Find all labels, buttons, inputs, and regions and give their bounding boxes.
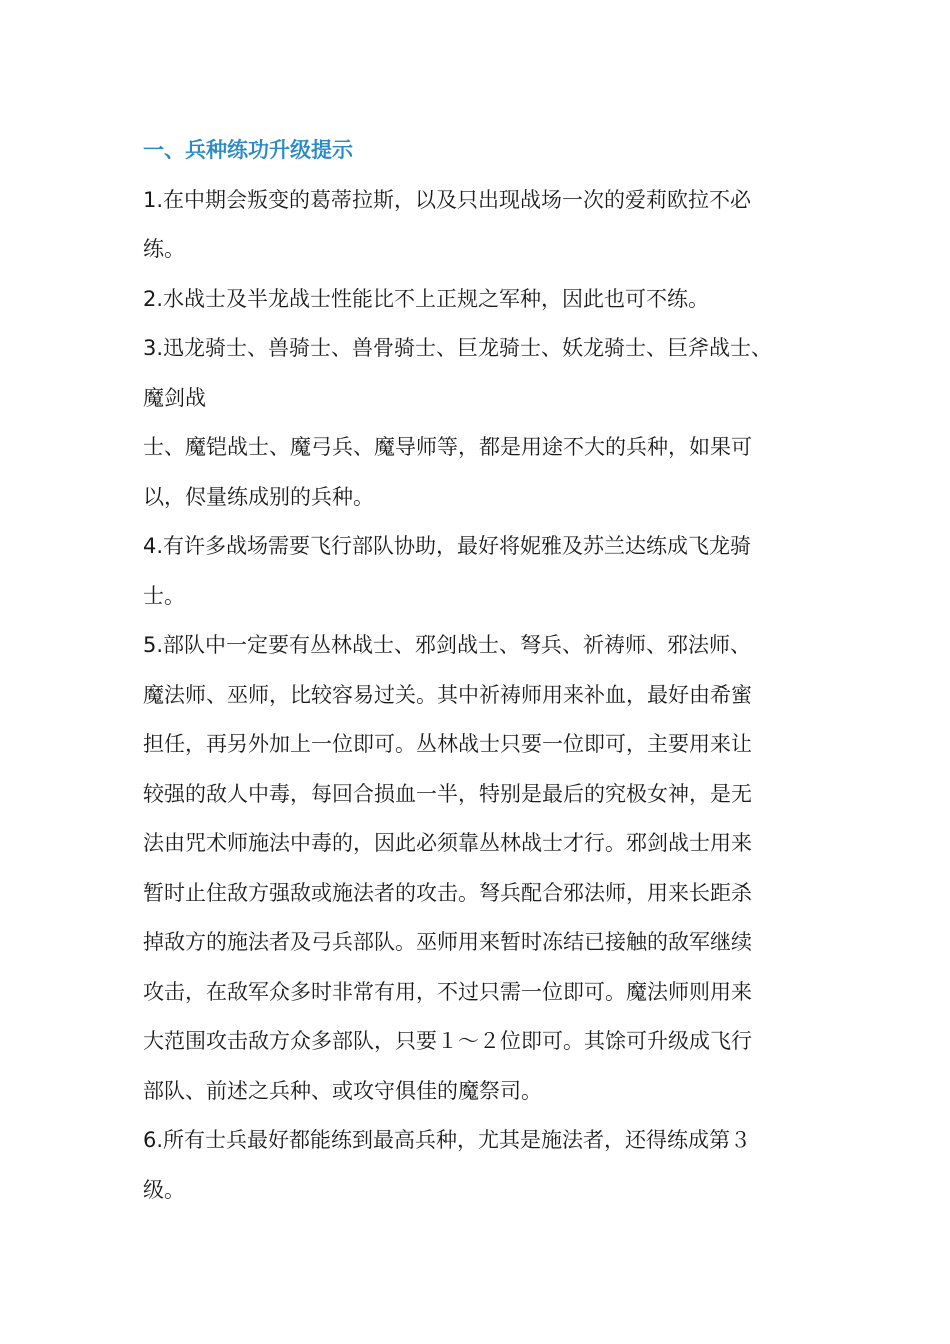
paragraph-line: 担任，再另外加上一位即可。丛林战士只要一位即可，主要用来让 <box>143 732 752 756</box>
paragraph-line: 较强的敌人中毒，每回合损血一半，特别是最后的究极女神，是无 <box>143 781 752 806</box>
paragraph-line: 大范围攻击敌方众多部队，只要１～２位即可。其馀可升级成飞行 <box>143 1029 752 1053</box>
paragraph-line: 掉敌方的施法者及弓兵部队。巫师用来暂时冻结已接触的敌军继续 <box>143 930 752 954</box>
paragraph-line: 魔剑战 <box>143 385 206 410</box>
paragraph-line: 练。 <box>143 237 185 261</box>
paragraph-5 <box>143 522 823 621</box>
paragraph-line: 法由咒术师施法中毒的，因此必须靠丛林战士才行。邪剑战士用来 <box>143 831 752 855</box>
paragraph-line: 5.部队中一定要有丛林战士、邪剑战士、弩兵、祈祷师、邪法师、 <box>143 633 752 657</box>
paragraph-line: 1.在中期会叛变的葛蒂拉斯，以及只出现战场一次的爱莉欧拉不必 <box>143 187 752 212</box>
paragraph-line: 士、魔铠战士、魔弓兵、魔导师等，都是用途不大的兵种，如果可 <box>143 435 752 459</box>
paragraph-2 <box>143 275 823 325</box>
paragraph-line: 魔法师、巫师，比较容易过关。其中祈祷师用来补血，最好由希蜜 <box>143 682 752 707</box>
paragraph-line: 4.有许多战场需要飞行部队协助，最好将妮雅及苏兰达练成飞龙骑 <box>143 534 752 558</box>
paragraph-line: 2.水战士及半龙战士性能比不上正规之军种，因此也可不练。 <box>143 286 710 311</box>
paragraph-4 <box>143 423 823 522</box>
paragraph-7 <box>143 1116 823 1215</box>
paragraph-line: 暂时止住敌方强敌或施法者的攻击。弩兵配合邪法师，用来长距杀 <box>143 880 752 905</box>
paragraph-6 <box>143 621 823 1116</box>
document-body <box>143 126 823 1215</box>
paragraph-line: 以，侭量练成别的兵种。 <box>143 484 374 509</box>
paragraph-line: 3.迅龙骑士、兽骑士、兽骨骑士、巨龙骑士、妖龙骑士、巨斧战士、 <box>143 336 773 360</box>
paragraph-line: 攻击，在敌军众多时非常有用，不过只需一位即可。魔法师则用来 <box>143 979 752 1004</box>
paragraph-line: 级。 <box>143 1177 185 1202</box>
section-heading: 一、兵种练功升级提示 <box>143 138 353 162</box>
paragraph-line: 士。 <box>143 583 185 608</box>
paragraph-line: 部队、前述之兵种、或攻守俱佳的魔祭司。 <box>143 1078 542 1103</box>
paragraph-line: 6.所有士兵最好都能练到最高兵种，尤其是施法者，还得练成第３ <box>143 1128 752 1152</box>
paragraph-1 <box>143 176 823 275</box>
paragraph-3 <box>143 324 823 423</box>
